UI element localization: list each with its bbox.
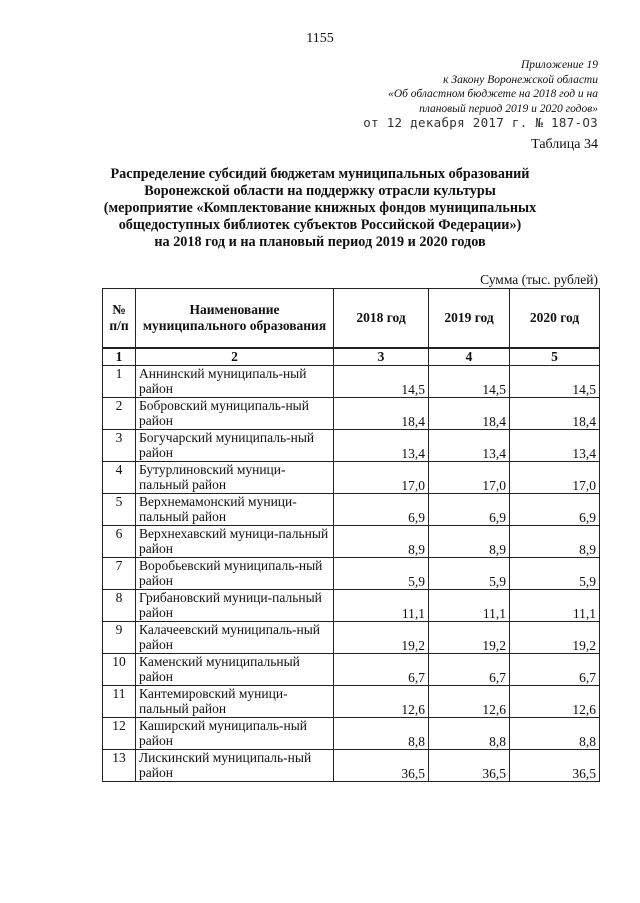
title-line: Воронежской области на поддержку отрасли культуры [144,183,496,199]
annex-line: «Об областном бюджете на 2018 год и на [388,88,598,100]
table-row [103,750,600,782]
column-index-row [103,348,600,366]
value-2020-cell: 13,4 [510,430,600,462]
column-index: 3 [334,348,429,366]
units-label: Сумма (тыс. рублей) [480,272,598,287]
value-2018-cell: 11,1 [334,590,429,622]
value-2018-cell: 8,9 [334,526,429,558]
annex-line: плановый период 2019 и 2020 годов» [419,102,598,115]
table-number: Таблица 34 [531,137,598,152]
district-name-cell: Каширский муниципаль-ный район [136,718,334,750]
page-number: 1155 [306,31,334,46]
title-line: на 2018 год и на плановый период 2019 и 2020 годов [154,234,486,250]
district-name-cell: Верхнехавский муници-пальный район [136,526,334,558]
row-number-cell: 11 [103,686,136,718]
value-2019-cell: 19,2 [429,622,510,654]
table-row [103,430,600,462]
district-name-cell: Грибановский муници-пальный район [136,590,334,622]
value-2020-cell: 6,9 [510,494,600,526]
district-name-cell: Бобровский муниципаль-ный район [136,398,334,430]
row-number-cell: 4 [103,462,136,494]
value-2020-cell: 18,4 [510,398,600,430]
value-2018-cell: 6,9 [334,494,429,526]
value-2019-cell: 14,5 [429,366,510,398]
value-2018-cell: 36,5 [334,750,429,782]
header-2020: 2020 год [510,289,600,349]
value-2019-cell: 5,9 [429,558,510,590]
annex-block [298,58,598,116]
value-2019-cell: 12,6 [429,686,510,718]
value-2019-cell: 17,0 [429,462,510,494]
column-index: 5 [510,348,600,366]
row-number-cell: 8 [103,590,136,622]
value-2019-cell: 36,5 [429,750,510,782]
row-number-cell: 2 [103,398,136,430]
row-number-cell: 7 [103,558,136,590]
value-2018-cell: 13,4 [334,430,429,462]
value-2020-cell: 5,9 [510,558,600,590]
value-2019-cell: 18,4 [429,398,510,430]
header-row [103,289,600,349]
value-2020-cell: 36,5 [510,750,600,782]
value-2019-cell: 6,7 [429,654,510,686]
district-name-cell: Калачеевский муниципаль-ный район [136,622,334,654]
district-name-cell: Каменский муниципальный район [136,654,334,686]
value-2018-cell: 8,8 [334,718,429,750]
value-2020-cell: 14,5 [510,366,600,398]
document-title [60,166,580,251]
header-num: № п/п [103,289,136,349]
value-2020-cell: 17,0 [510,462,600,494]
row-number-cell: 10 [103,654,136,686]
value-2020-cell: 8,9 [510,526,600,558]
table-row [103,718,600,750]
value-2019-cell: 6,9 [429,494,510,526]
value-2018-cell: 17,0 [334,462,429,494]
title-line: общедоступных библиотек субъектов Российской Федерации») [118,217,522,233]
table-row [103,654,600,686]
table-row [103,366,600,398]
district-name-cell: Верхнемамонский муници-пальный район [136,494,334,526]
value-2020-cell: 12,6 [510,686,600,718]
row-number-cell: 12 [103,718,136,750]
value-2018-cell: 5,9 [334,558,429,590]
table-row [103,494,600,526]
title-line: Распределение субсидий бюджетам муниципальных образований [110,166,530,182]
district-name-cell: Кантемировский муници-пальный район [136,686,334,718]
row-number-cell: 3 [103,430,136,462]
value-2019-cell: 11,1 [429,590,510,622]
table-row [103,590,600,622]
value-2020-cell: 8,8 [510,718,600,750]
district-name-cell: Аннинский муниципаль-ный район [136,366,334,398]
value-2018-cell: 12,6 [334,686,429,718]
header-2019: 2019 год [429,289,510,349]
value-2019-cell: 8,8 [429,718,510,750]
district-name-cell: Бутурлиновский муници-пальный район [136,462,334,494]
table-row [103,558,600,590]
column-index: 2 [136,348,334,366]
table-row [103,622,600,654]
row-number-cell: 13 [103,750,136,782]
table-row [103,686,600,718]
value-2018-cell: 19,2 [334,622,429,654]
annex-line: к Закону Воронежской области [443,73,598,86]
value-2018-cell: 6,7 [334,654,429,686]
value-2020-cell: 19,2 [510,622,600,654]
column-index: 1 [103,348,136,366]
value-2018-cell: 18,4 [334,398,429,430]
value-2019-cell: 8,9 [429,526,510,558]
value-2020-cell: 6,7 [510,654,600,686]
subsidy-table [102,288,600,782]
row-number-cell: 9 [103,622,136,654]
district-name-cell: Лискинский муниципаль-ный район [136,750,334,782]
table-row [103,526,600,558]
row-number-cell: 5 [103,494,136,526]
value-2020-cell: 11,1 [510,590,600,622]
header-2018: 2018 год [334,289,429,349]
column-index: 4 [429,348,510,366]
district-name-cell: Воробьевский муниципаль-ный район [136,558,334,590]
district-name-cell: Богучарский муниципаль-ный район [136,430,334,462]
value-2018-cell: 14,5 [334,366,429,398]
row-number-cell: 1 [103,366,136,398]
row-number-cell: 6 [103,526,136,558]
table-row [103,462,600,494]
header-name: Наименование муниципального образования [136,289,334,349]
title-line: (мероприятие «Комплектование книжных фондов муниципальных [103,200,537,216]
value-2019-cell: 13,4 [429,430,510,462]
law-reference-stamp: от 12 декабря 2017 г. № 187-ОЗ [363,115,598,130]
table-row [103,398,600,430]
annex-line: Приложение 19 [520,59,598,71]
